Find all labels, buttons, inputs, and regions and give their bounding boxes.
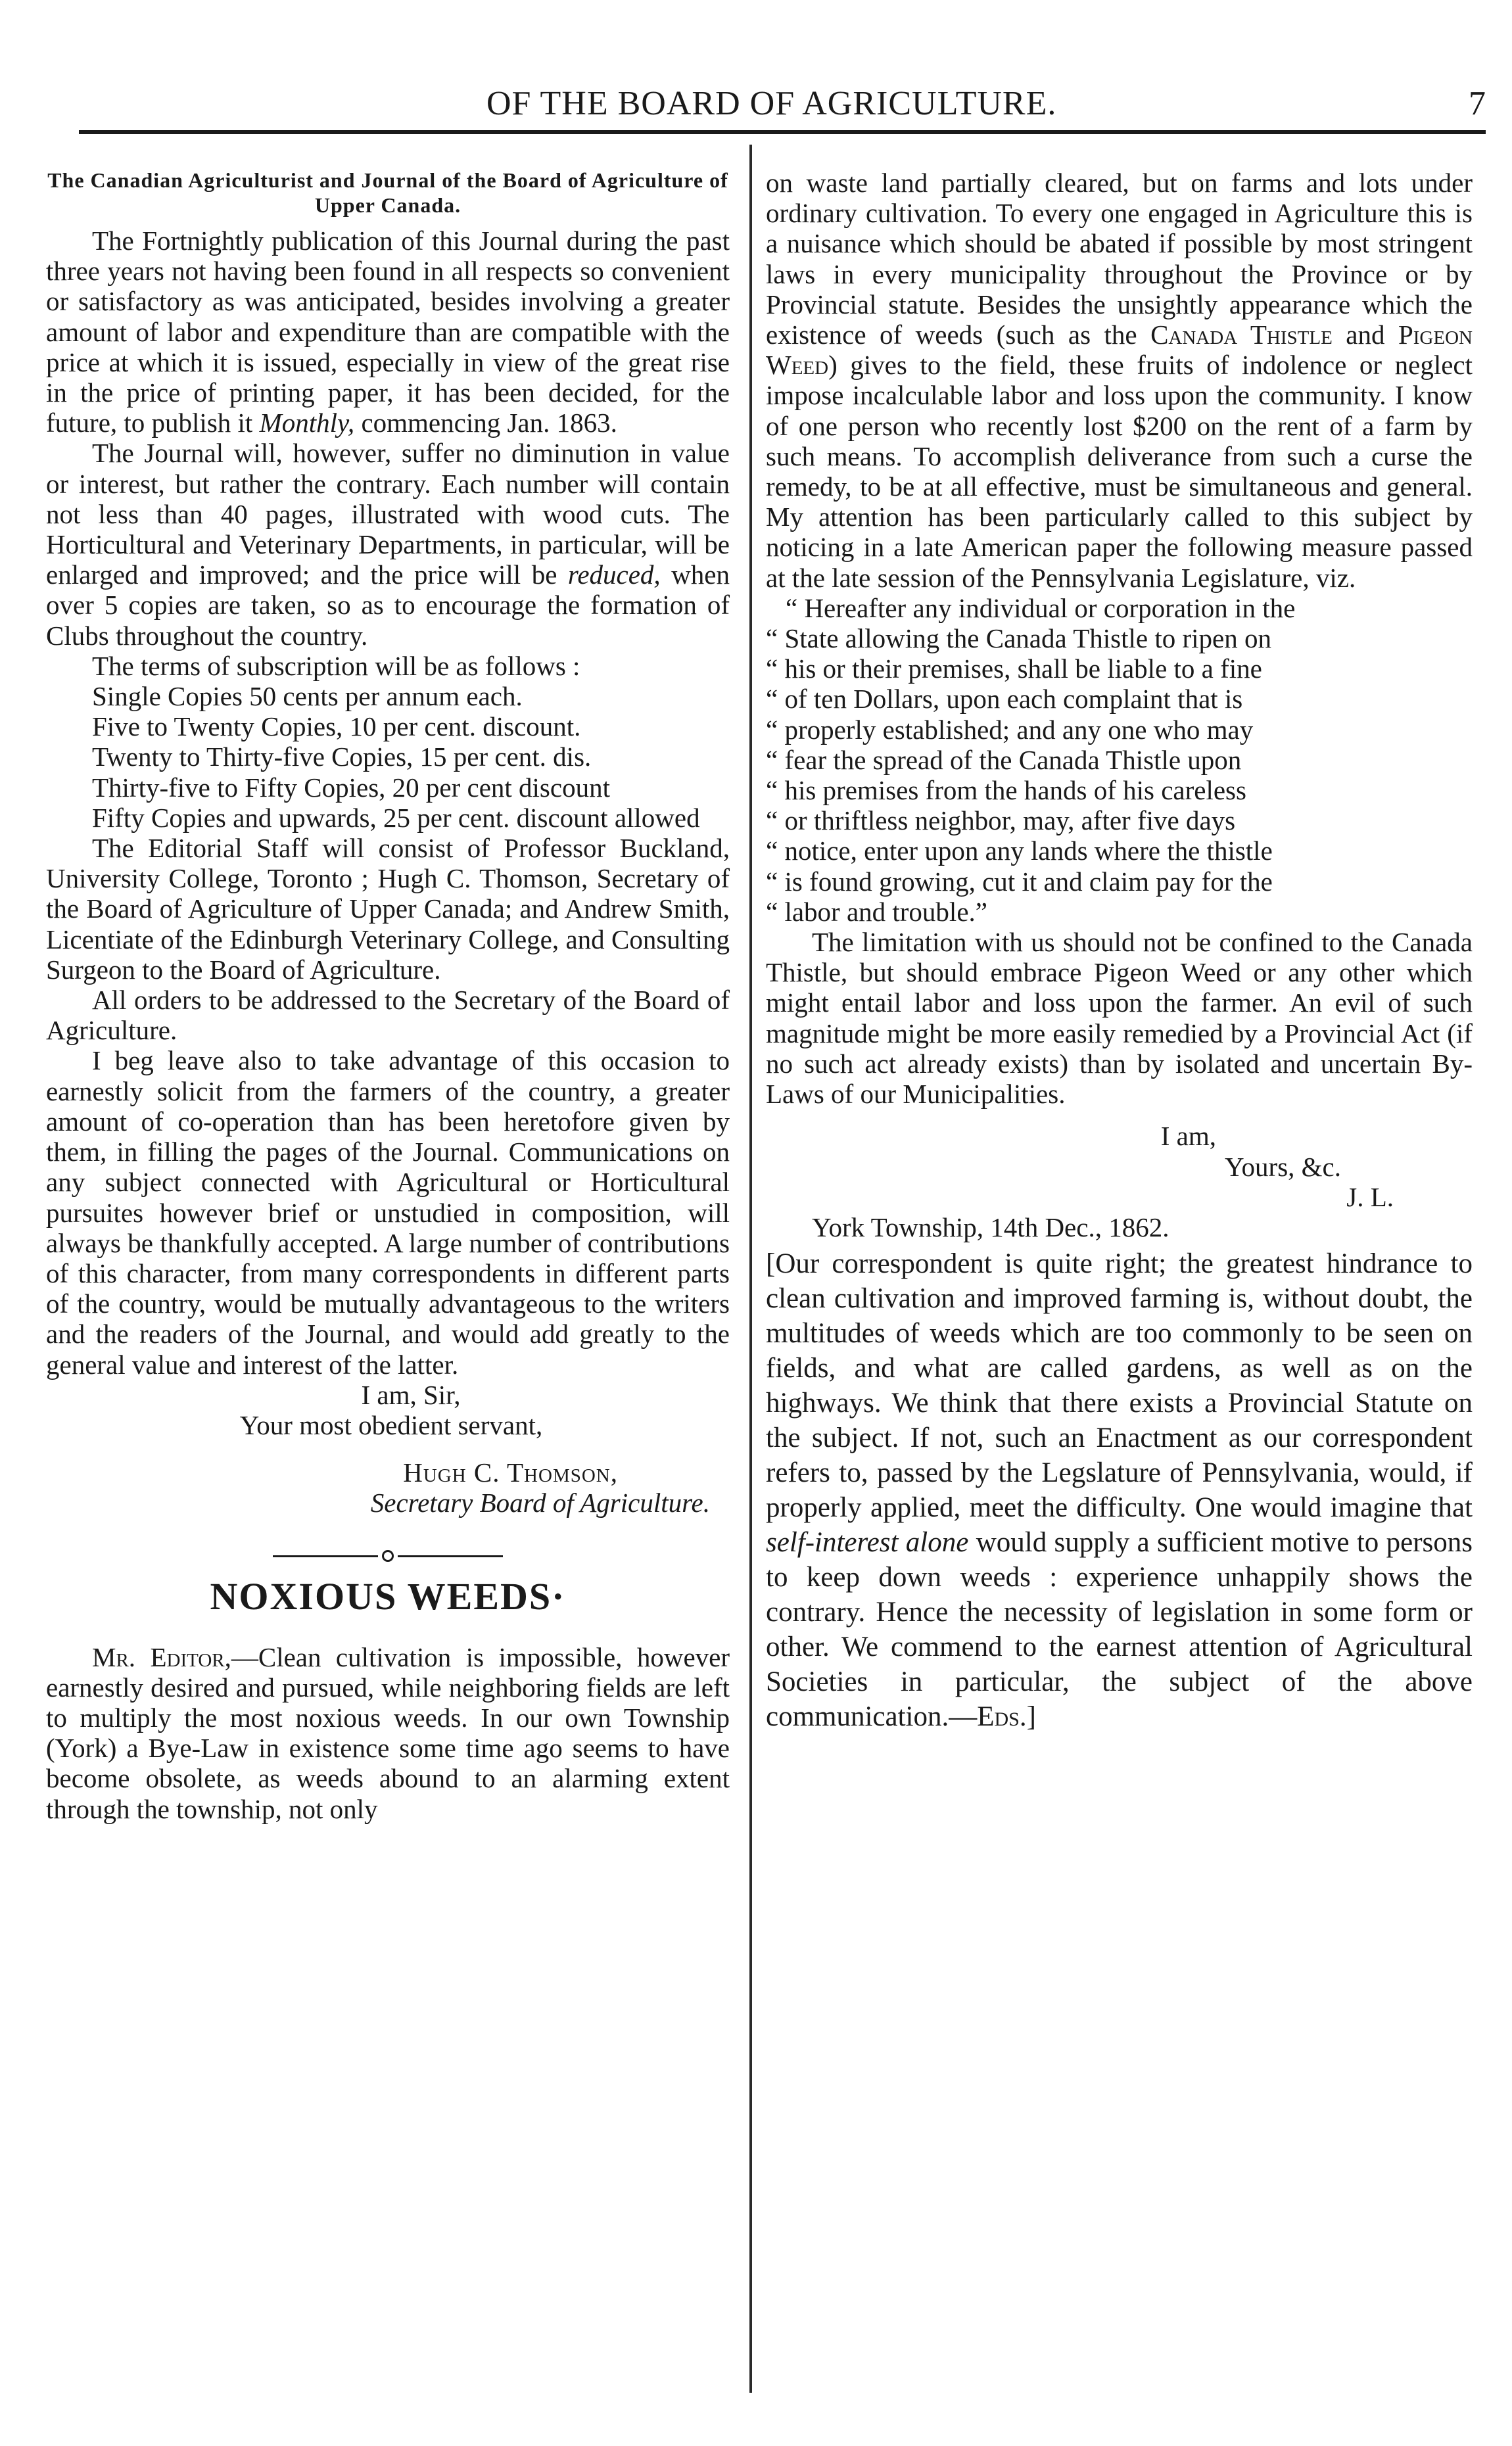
notice-paragraph: The terms of subscription will be as follows : [92,650,580,681]
italic-span: self-interest alone [766,1527,969,1559]
italic-span: Monthly, [259,408,355,438]
letter-closing: Yours, &c. [1225,1151,1341,1182]
notice-paragraph: All orders to be addressed to the Secretary of the Board of Agriculture. [46,985,730,1046]
editors-note-paragraph [766,1246,1473,1734]
closing-line: I am, Sir, [361,1379,461,1410]
text-span: The Journal will, however, suffer no diminution in value or interest, but rather the contrary. Each number will contain not less than 40 pages, illustrated with wood cuts. The Horticultural and Veterinary Departments, in particular, will be enlarged and improved; and the price will be [46,438,730,590]
header-rule [79,130,1486,134]
text-span: when over 5 copies are taken, so as to encourage the formation of Clubs throughout the country. [46,559,730,651]
text-span: The Fortnightly publication of this Journal during the past three years not having been found in all respects so convenient or satisfactory as was anticipated, besides involving a greater amount of labor and expenditure than are compatible with the price at which it is issued, especially in view of the great rise in the price of printing paper, it has been decided, for the future, to publish it [46,225,730,438]
notice-paragraph: I beg leave also to take advantage of this occasion to earnestly solicit from the farmers of the country, a greater amount of co-operation than has been heretofore given by them, in filling the pages of the Journal. Communications on any subject connected with Agricultural or Horticultural pursuites however brief or unstudied in composition, will always be thankfully accepted. A large number of contributions of this character, from many correspondents in different parts of the country, would be mutually advantageous to the writers and the readers of the Journal, and would add greatly to the general value and interest of the latter. [46,1045,730,1380]
divider-line [273,1555,378,1557]
small-caps-span: Mr. Editor, [92,1641,231,1672]
signature-title: Secretary Board of Agriculture. [370,1488,710,1518]
divider-line [398,1555,503,1557]
quote-line: “ is found growing, cut it and claim pay for the [766,866,1273,897]
rate-line: Twenty to Thirty-five Copies, 15 per cent. dis. [92,741,592,772]
editors-note [766,1246,1473,1734]
weeds-paragraph-continued [766,168,1473,593]
text-span: ) gives to the field, these fruits of indolence or neglect impose incalculable labor and loss upon the community. I know of one person who recently lost $200 on the rent of a farm by such means. To accomplish deliverance from such a curse the remedy, to be at all effective, must be simultaneous and general. My attention has been particularly called to this subject by noticing in a late American paper the following measure passed at the late session of the Pennsylvania Legislature, viz. [766,350,1473,593]
quote-line: “ fear the spread of the Canada Thistle upon [766,744,1242,775]
quote-line: “ or thriftless neighbor, may, after five days [766,805,1236,836]
subscription-rates [46,681,730,833]
quote-line: “ properly established; and any one who may [766,714,1254,745]
ornamental-divider [46,1538,730,1558]
rate-line: Five to Twenty Copies, 10 per cent. discount. [92,711,581,742]
italic-span: reduced, [567,559,661,590]
running-title: OF THE BOARD OF AGRICULTURE. [486,85,1057,122]
quote-line: “ State allowing the Canada Thistle to ripen on [766,623,1271,654]
left-column [46,168,730,1824]
weeds-paragraph [46,1642,730,1824]
letter-closing: I am, [1160,1121,1216,1152]
rate-line: Fifty Copies and upwards, 25 per cent. discount allowed [92,802,700,833]
quote-line: “ of ten Dollars, upon each complaint that is [766,684,1243,715]
notice-paragraph [46,225,730,438]
text-span: —Clean cultivation is impossible, however earnestly desired and pursued, while neighboring fields are left to multiply the most noxious weeds. In our own Township (York) a Bye-Law in existence some time ago seems to have become obsolete, as weeds abound to an alarming extent through the township, not only [46,1641,730,1824]
page-number: 7 [1469,85,1486,122]
text-span: [Our correspondent is quite right; the greatest hindrance to clean cultivation and improved farming is, without doubt, the multitudes of weeds which are too commonly to be seen on fields, and what are called gardens, as well as on the highways. We think that there exists a Provincial Statute on the subject. If not, such an Enactment as our correspondent refers to, passed by the Legslature of Pennsylvania, would, if properly applied, meet the difficulty. One would imagine that [766,1248,1473,1524]
quote-line: “ Hereafter any individual or corporation in the [786,592,1296,623]
small-caps-span: Canada Thistle [1150,319,1333,350]
text-span: commencing Jan. 1863. [354,408,617,438]
text-span: on waste land partially cleared, but on farms and lots under ordinary cultivation. To every one engaged in Agriculture this is a nuisance which should be abated if possible by most stringent laws in every municipality throughout the Province or by Provincial statute. Besides the unsightly appearance which the existence of weeds (such as the [766,168,1473,350]
notice-paragraph: The Editorial Staff will consist of Professor Buckland, University College, Toronto ; Hugh C. Thomson, Secretary of the Board of Agriculture of Upper Canada; and Andrew Smith, Licentiate of the Edinburgh Veterinary College, and Consulting Surgeon to the Board of Agriculture. [46,833,730,985]
weeds-paragraph: The limitation with us should not be confined to the Canada Thistle, but should embrace Pigeon Weed or any other which might entail labor and loss upon the farmer. An evil of such magnitude might be more easily remedied by a Provincial Act (if no such act already exists) than by isolated and uncertain By-Laws of our Municipalities. [766,927,1473,1110]
rate-line: Single Copies 50 cents per annum each. [92,681,523,712]
quoted-statute [766,593,1473,927]
rate-line: Thirty-five to Fifty Copies, 20 per cent discount [92,772,610,803]
text-span: and [1332,319,1398,350]
closing-line: Your most obedient servant, [239,1409,543,1440]
divider-dot [382,1550,394,1562]
quote-line: “ his or their premises, shall be liable to a fine [766,653,1262,684]
right-column [766,168,1473,1734]
place-and-date: York Township, 14th Dec., 1862. [812,1211,1169,1242]
notice-paragraph [46,438,730,650]
editors-signature: Eds.] [977,1701,1036,1733]
text-span: would supply a sufficient motive to persons to keep down weeds : experience unhappily shows the contrary. Hence the necessity of legislation in some form or other. We commend to the earnest attention of Agricultural Societies in particular, the subject of the above communication.— [766,1527,1473,1733]
quote-line: “ notice, enter upon any lands where the thistle [766,835,1273,866]
column-divider [749,145,752,2393]
notice-heading: The Canadian Agriculturist and Journal of the Board of Agriculture of Upper Canada. [47,168,728,217]
quote-line: “ labor and trouble.” [766,896,987,927]
signature-name: Hugh C. Thomson, [403,1457,618,1488]
running-head [79,84,1486,137]
letter-initials: J. L. [1346,1181,1394,1212]
small-caps-span: Pigeon Weed [766,319,1473,381]
quote-line: “ his premises from the hands of his careless [766,775,1246,806]
section-title: NOXIOUS WEEDS· [210,1574,566,1618]
